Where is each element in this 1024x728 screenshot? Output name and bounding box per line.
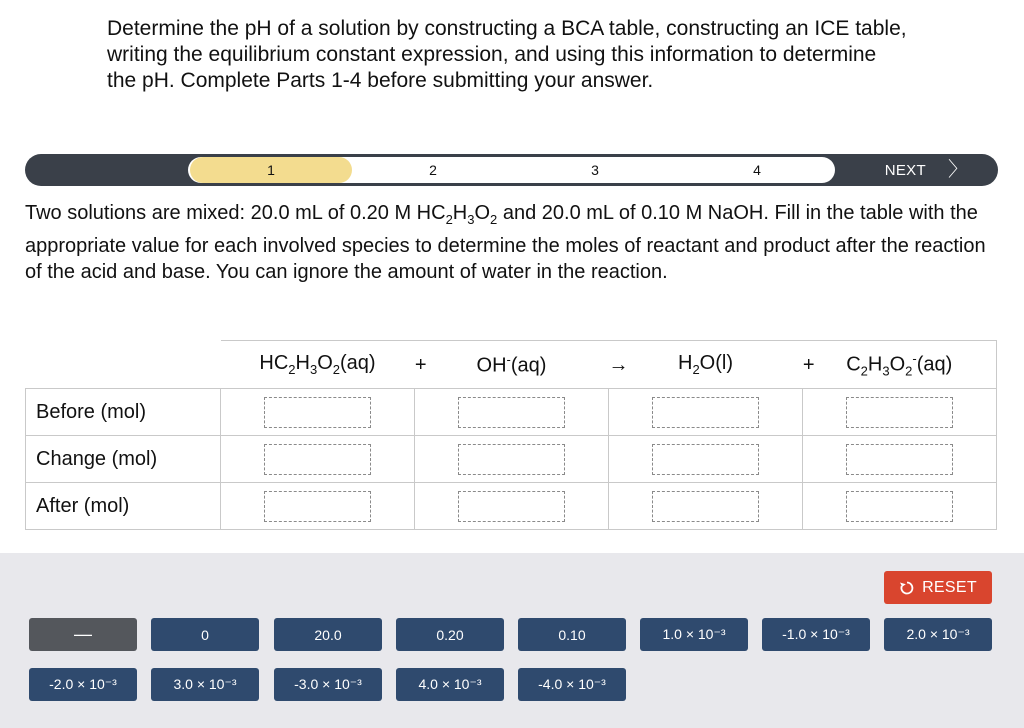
- reset-label: RESET: [922, 578, 977, 596]
- drop-box-change-hydroxide[interactable]: [458, 444, 565, 475]
- answer-tile[interactable]: —: [29, 618, 137, 651]
- step-3[interactable]: 3: [591, 162, 599, 178]
- drop-box-after-acetate[interactable]: [846, 491, 953, 522]
- drop-box-change-acetate[interactable]: [846, 444, 953, 475]
- answer-tile[interactable]: 20.0: [274, 618, 382, 651]
- next-label: NEXT: [884, 161, 926, 179]
- next-button[interactable]: [855, 154, 998, 186]
- drop-box-change-acid[interactable]: [264, 444, 371, 475]
- step-4[interactable]: 4: [753, 162, 761, 178]
- bca-row-change: [26, 436, 997, 483]
- answer-tile[interactable]: -2.0 × 10⁻³: [29, 668, 137, 701]
- plus-sign: +: [802, 354, 815, 376]
- answer-tile[interactable]: -4.0 × 10⁻³: [518, 668, 626, 701]
- drop-box-before-acetate[interactable]: [846, 397, 953, 428]
- bca-row-before: [26, 389, 997, 436]
- drop-box-after-hydroxide[interactable]: [458, 491, 565, 522]
- step-1[interactable]: 1: [190, 157, 352, 183]
- undo-arrow-icon: [899, 580, 915, 596]
- problem-text-after: and 20.0 mL of 0.10 M NaOH. Fill in the table with the appropriate value for each involved species to determine the moles of reactant and product after the reaction of the acid and base. You can ignore the amount of water in the reaction.: [25, 202, 986, 283]
- drop-box-before-water[interactable]: [652, 397, 759, 428]
- drop-box-after-acid[interactable]: [264, 491, 371, 522]
- bca-table: [25, 340, 997, 530]
- answer-tile[interactable]: -1.0 × 10⁻³: [762, 618, 870, 651]
- answer-tile[interactable]: -3.0 × 10⁻³: [274, 668, 382, 701]
- drop-box-before-hydroxide[interactable]: [458, 397, 565, 428]
- bca-row-after: [26, 483, 997, 530]
- chevron-right-icon: 〉: [947, 159, 969, 181]
- drop-box-change-water[interactable]: [652, 444, 759, 475]
- bca-header-row: [26, 341, 997, 389]
- drop-box-after-water[interactable]: [652, 491, 759, 522]
- problem-text-before: Two solutions are mixed: 20.0 mL of 0.20 M HC: [25, 202, 446, 224]
- answer-tile[interactable]: 0.20: [396, 618, 504, 651]
- reset-button[interactable]: [884, 571, 992, 604]
- answer-tile[interactable]: 3.0 × 10⁻³: [151, 668, 259, 701]
- progress-bar: [25, 154, 998, 186]
- problem-statement: Two solutions are mixed: 20.0 mL of 0.20 M $HC_2H_3O_2$ and 20.0 mL of 0.10 M NaOH. Fill in the table with the appropriate value for each involved species to determine the moles of reactant and product after the reaction of the acid and base. You can ignore the amount of water in the reaction.: [25, 202, 986, 283]
- answer-tile[interactable]: 0: [151, 618, 259, 651]
- answer-tile[interactable]: 4.0 × 10⁻³: [396, 668, 504, 701]
- row-label-before: Before (mol): [26, 389, 221, 436]
- instructions-text: Determine the pH of a solution by constructing a BCA table, constructing an ICE table, writing the equilibrium constant expression, and using this information to determine the pH. Complete Parts 1-4 before submitting your answer.: [107, 17, 907, 92]
- species-acetate: $C_2H_3O_2^-(aq)$: [803, 341, 997, 389]
- reaction-arrow: →: [608, 354, 629, 376]
- answer-tile[interactable]: 0.10: [518, 618, 626, 651]
- species-water: $H_2O(l)$ +: [609, 341, 803, 389]
- species-hydroxide: OH-(aq) →: [415, 341, 609, 389]
- step-2[interactable]: 2: [429, 162, 437, 178]
- row-label-after: After (mol): [26, 483, 221, 530]
- plus-sign: +: [414, 354, 427, 376]
- row-label-change: Change (mol): [26, 436, 221, 483]
- species-acetic-acid: $HC_2H_3O_2(aq)$ +: [221, 341, 415, 389]
- answer-tile[interactable]: 1.0 × 10⁻³: [640, 618, 748, 651]
- answer-tile[interactable]: 2.0 × 10⁻³: [884, 618, 992, 651]
- drop-box-before-acid[interactable]: [264, 397, 371, 428]
